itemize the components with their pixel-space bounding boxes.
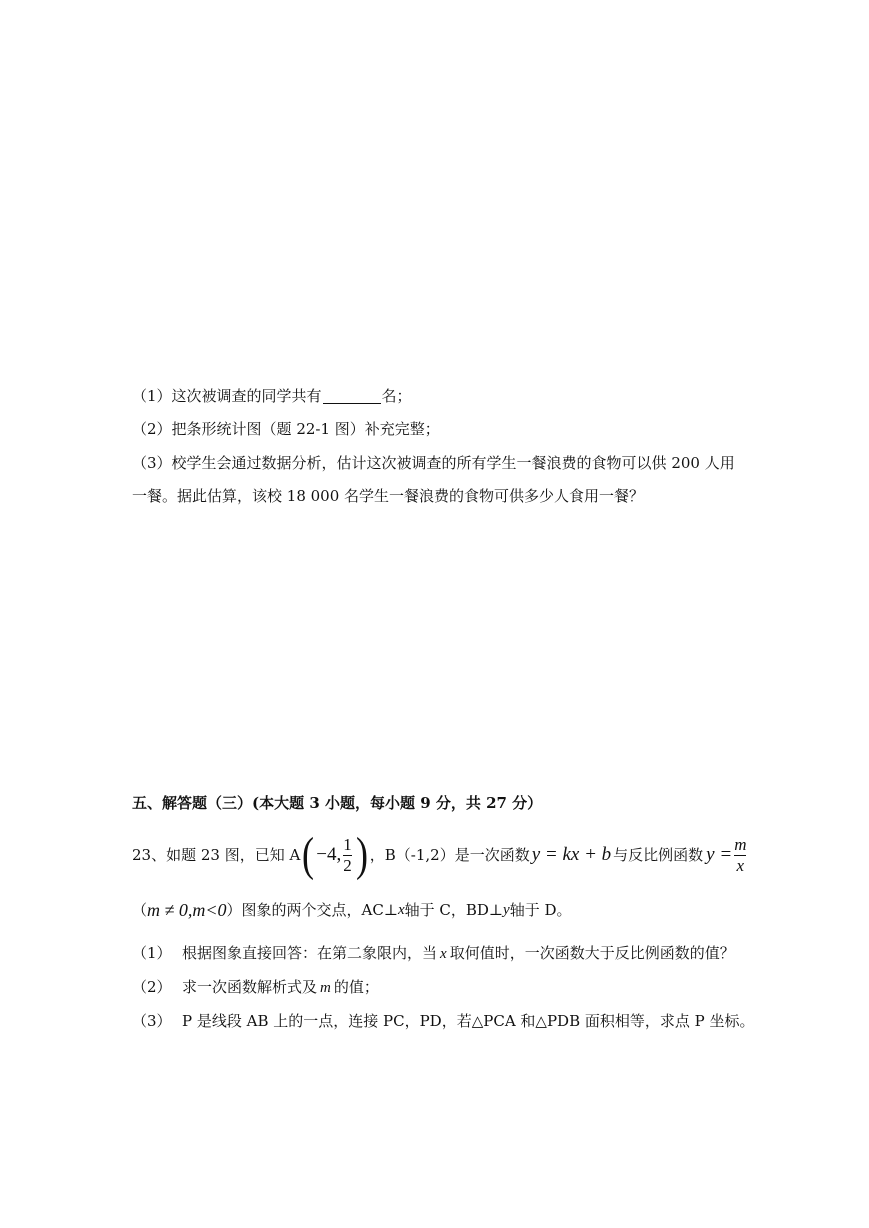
q22-part1-text: （1）这次被调查的同学共有 <box>132 387 322 405</box>
q23-stem-line1 <box>132 830 748 880</box>
sub2-text-a: 求一次函数解析式及 <box>182 978 318 996</box>
condition-open: （ <box>132 901 148 919</box>
linear-function: y = kx + b <box>531 844 612 865</box>
inverse-numerator: m <box>734 834 747 854</box>
sub1-number: （1） <box>132 944 172 962</box>
sub1-text-a: 根据图象直接回答：在第二象限内，当 <box>182 944 438 962</box>
sub3-text: P 是线段 AB 上的一点，连接 PC，PD，若△PCA 和△PDB 面积相等，求点 P 坐标。 <box>182 1012 755 1030</box>
condition-math: m ≠ 0,m<0 <box>147 900 227 920</box>
section-heading: 五、解答题（三）(本大题 3 小题，每小题 9 分，共 27 分） <box>132 794 543 812</box>
y-variable: y <box>503 902 510 918</box>
sub1-text-b: 取何值时，一次函数大于反比例函数的值？ <box>449 944 735 962</box>
q22-part3-line2: 一餐。据此估算，该校 18 000 名学生一餐浪费的食物可供多少人食用一餐？ <box>132 487 645 505</box>
q23-sub1 <box>132 943 735 964</box>
axis-d-text: 轴于 D。 <box>509 901 572 919</box>
axis-c-text: 轴于 C，BD⊥ <box>404 901 504 919</box>
fraction-numerator: 1 <box>343 834 352 854</box>
sub2-variable: m <box>320 980 331 996</box>
q22-part1 <box>132 386 412 406</box>
right-paren: ) <box>355 828 368 881</box>
q22-part2: （2）把条形统计图（题 22-1 图）补充完整； <box>132 420 440 438</box>
q23-mid-text: 与反比例函数 <box>613 846 704 864</box>
q23-stem-line2 <box>132 900 572 920</box>
q22-part1-suffix: 名； <box>381 387 412 405</box>
point-a-x: −4, <box>316 844 342 865</box>
q23-sub3 <box>132 1011 755 1031</box>
sub2-number: （2） <box>132 978 172 996</box>
fraction-denominator: 2 <box>343 855 352 875</box>
q22-part3-line1: （3）校学生会通过数据分析，估计这次被调查的所有学生一餐浪费的食物可以供 200 人用 <box>132 454 735 472</box>
q23-intro: 23、如题 23 图，已知 A <box>132 846 301 864</box>
sub1-variable: x <box>440 946 447 962</box>
point-b-text: ，B（-1,2）是一次函数 <box>369 846 530 864</box>
left-paren: ( <box>302 828 315 881</box>
q23-sub2 <box>132 977 379 998</box>
sub3-number: （3） <box>132 1012 172 1030</box>
inverse-denominator: x <box>736 855 745 875</box>
inverse-function-lhs: y = <box>706 844 733 865</box>
condition-close: ）图象的两个交点，AC⊥ <box>226 901 398 919</box>
sub2-text-b: 的值； <box>333 978 379 996</box>
x-variable: x <box>397 902 405 918</box>
inverse-function-fraction <box>734 836 746 875</box>
answer-blank[interactable] <box>323 388 381 404</box>
point-a-fraction <box>343 836 352 875</box>
